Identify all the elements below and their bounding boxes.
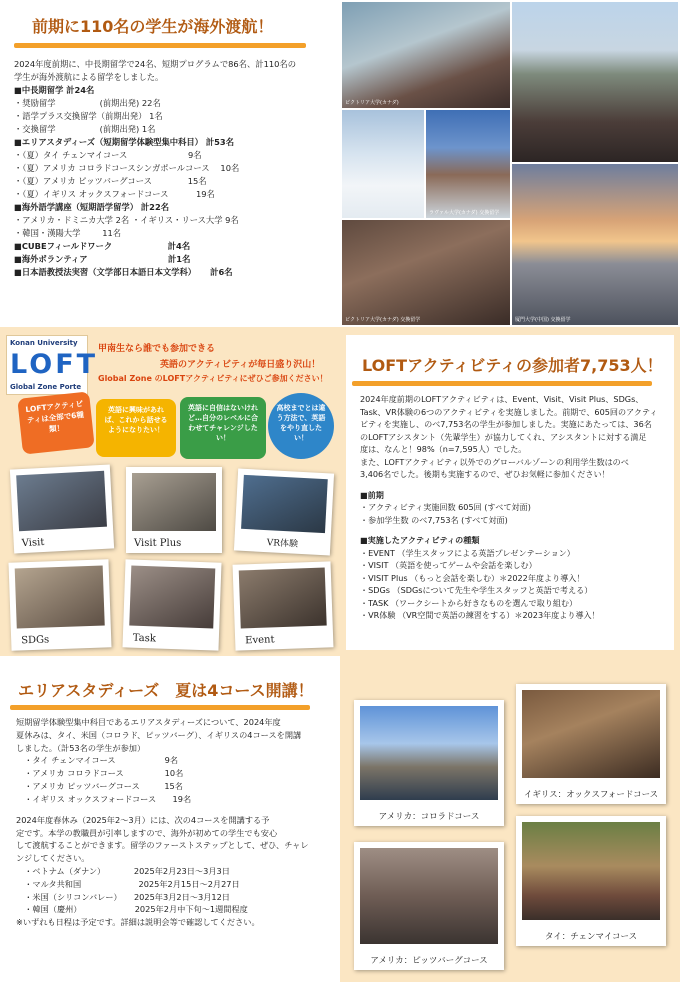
text-line: [360, 526, 670, 534]
campus-group-photo: [512, 2, 678, 162]
text-line: して渡航することができます。留学のファーストステップとして、ぜひ、チャレ: [16, 840, 309, 851]
bubble-restart: 高校までとは違う方法で、英語をやり直したい！: [268, 393, 334, 459]
text-line: 定です。本学の教職員が引率しますので、海外が初めての学生でも安心: [16, 827, 278, 838]
text-line: ・奨励留学 (前期出発) 22名: [14, 98, 161, 108]
text-line: 3,406名でした。後期も実施するので、ぜひお気軽に参加ください！: [360, 469, 610, 479]
text-line: 度は、なんと！98%（n=7,595人）でした。: [360, 444, 527, 454]
text-line: また、LOFTアクティビティ以外でのグローバルゾーンの利用学生数はのべ: [360, 456, 629, 467]
area-studies-title: エリアスタディーズ 夏は4コース開講！: [18, 681, 314, 700]
photo-collage: [340, 0, 680, 327]
text-line: ・アメリカ・ドミニカ大学 2名 ・イギリス・リース大学 9名: [14, 215, 239, 225]
tagline-1: 甲南生なら誰でも参加できる: [98, 344, 216, 354]
quebec-photo: ラヴァル大学(カナダ) 交換留学: [426, 110, 510, 218]
text-line: ・VR体験 （VR空間で英語の練習をする）＊2023年度より導入！: [360, 610, 600, 621]
participants-body: [360, 393, 670, 622]
loft-participants-section: [340, 327, 680, 656]
text-line: [16, 806, 336, 814]
text-line: ■中長期留学 計24名: [14, 85, 95, 95]
text-line: ・アメリカ ピッツバーグコース 15名: [16, 780, 183, 791]
text-line: ・（夏）イギリス オックスフォードコース 19名: [14, 189, 215, 199]
courses-photos: [340, 656, 680, 982]
text-line: ・交換留学 (前期出発) 1名: [14, 124, 156, 134]
bubble-interest: 英語に興味があれば、これから話せるようになりたい！: [96, 399, 176, 457]
text-line: ・マルタ共和国 2025年2月15日～2月27日: [16, 878, 240, 889]
participants-card: [346, 335, 674, 650]
text-line: ■実施したアクティビティの種類: [360, 535, 480, 546]
text-line: ・VISIT Plus （もっと会話を楽しむ）＊2022年度より導入！: [360, 572, 585, 583]
text-line: ビティを実施し、のべ7,753名の学生が参加しました。実施にあたっては、36名: [360, 419, 652, 429]
overseas-title: 前期に110名の学生が海外渡航！: [32, 17, 274, 36]
text-line: しました。（計53名の学生が参加）: [16, 742, 146, 753]
text-line: ・韓国（慶州） 2025年2月中下旬～1週間程度: [16, 904, 248, 915]
text-line: ・参加学生数 のべ7,753名 (すべて対面): [360, 514, 508, 525]
text-line: ・（夏）アメリカ ピッツバーグコース 15名: [14, 176, 207, 186]
loft-logo: [6, 335, 99, 395]
activity-event: Event: [233, 561, 334, 650]
text-line: ・イギリス オックスフォードコース 19名: [16, 793, 192, 804]
activity-vr: VR体験: [234, 469, 334, 556]
activity-sdgs: SDGs: [8, 559, 111, 650]
text-line: ・（夏）タイ チェンマイコース 9名: [14, 150, 202, 160]
text-line: ・アメリカ コロラドコース 10名: [16, 768, 184, 779]
text-line: ・タイ チェンマイコース 9名: [16, 755, 179, 766]
text-line: ・米国（シリコンバレー） 2025年3月2日～3月12日: [16, 891, 230, 902]
logo-sub: Global Zone Porte: [10, 383, 82, 391]
text-line: ・（夏）アメリカ コロラドコースシンガポールコース 10名: [14, 163, 240, 173]
bubble-six-types: LOFTアクティビティは全部で6種類！: [17, 391, 94, 454]
logo-university: Konan University: [10, 339, 78, 347]
area-studies-section: [0, 656, 340, 982]
area-studies-body: [16, 716, 336, 929]
text-line: のLOFTアシスタント（先輩学生）が協力してくれ、アシスタントに対する満足: [360, 431, 647, 442]
title-underline: [14, 43, 306, 48]
text-line: ・EVENT （学生スタッフによる英語プレゼンテーション）: [360, 547, 575, 558]
logo-wordmark: LOFT: [10, 349, 99, 380]
text-line: ■エリアスタディーズ（短期留学体験型集中科目） 計53名: [14, 137, 234, 147]
text-line: 2024年度春休み（2025年2～3月）には、次の4コースを開講する予: [16, 814, 270, 825]
restaurant-photo: ビクトリア大学(カナダ) 交換留学: [342, 220, 510, 325]
ski-photo: [342, 110, 424, 218]
text-line: ※いずれも日程は予定です。詳細は説明会等で確認してください。: [16, 917, 260, 928]
text-line: 短期留学体験型集中科目であるエリアスタディーズについて、2024年度: [16, 717, 281, 727]
text-line: 2024年度前期のLOFTアクティビティは、Event、Visit、Visit Plus、SDGs、: [360, 394, 644, 404]
text-line: ・VISIT （英語を使ってゲームや会話を楽しむ）: [360, 560, 537, 571]
title-underline: [10, 705, 310, 710]
text-line: ・アクティビティ実施回数 605回 (すべて対面): [360, 502, 531, 513]
course-colorado: アメリカ：コロラドコース: [354, 700, 504, 826]
tagline-3: Global Zone のLOFTアクティビティにぜひご参加ください！: [98, 374, 328, 383]
loft-promo: [0, 327, 340, 656]
activity-visit: Visit: [10, 464, 114, 553]
activity-visit-plus: Visit Plus: [126, 467, 222, 553]
text-line: ■CUBEフィールドワーク 計4名: [14, 241, 191, 251]
activity-task: Task: [122, 559, 221, 650]
text-line: 夏休みは、タイ、米国（コロラド、ピッツバーグ）、イギリスの4コースを開講: [16, 729, 302, 740]
participants-title: LOFTアクティビティの参加者7,753人！: [362, 356, 663, 375]
course-pittsburgh: アメリカ：ピッツバーグコース: [354, 842, 504, 970]
text-line: 学生が海外渡航による留学をしました。: [14, 72, 164, 82]
text-line: ・ベトナム（ダナン） 2025年2月23日～3月3日: [16, 865, 230, 876]
text-line: ■日本語教授法実習（文学部日本語日本文学科） 計6名: [14, 267, 233, 277]
bubble-challenge: 英語に自信はないけれど…自分のレベルに合わせてチャレンジしたい！: [180, 397, 266, 459]
text-line: ■前期: [360, 489, 384, 500]
title-underline: [352, 381, 652, 386]
victoria-group-photo: ビクトリア大学(カナダ): [342, 2, 510, 108]
course-chiangmai: タイ：チェンマイコース: [516, 816, 666, 946]
tagline-2: 英語のアクティビティが毎日盛り沢山！: [160, 360, 321, 370]
text-line: ・語学プラス交換留学（前期出発） 1名: [14, 111, 163, 121]
text-line: ■海外ボランティア 計1名: [14, 254, 191, 264]
text-line: [360, 481, 670, 489]
text-line: ■海外語学講座（短期語学留学） 計22名: [14, 202, 170, 212]
text-line: ・SDGs （SDGsについて先生や学生スタッフと英語で考える）: [360, 585, 593, 596]
text-line: ・韓国・漢陽大学 11名: [14, 228, 122, 238]
text-line: 2024年度前期に、中長期留学で24名、短期プログラムで86名、計110名の: [14, 59, 297, 69]
course-oxford: イギリス：オックスフォードコース: [516, 684, 666, 804]
sunset-photo: 厦門大学(中国) 交換留学: [512, 164, 678, 325]
text-line: ンジしてください。: [16, 853, 90, 864]
text-line: ・TASK （ワークシートから好きなものを選んで取り組む）: [360, 597, 578, 608]
text-line: Task、VR体験の6つのアクティビティを実施しました。前期で、605回のアクティ: [360, 406, 658, 417]
overseas-section: [0, 0, 340, 327]
overseas-body: [14, 58, 334, 279]
